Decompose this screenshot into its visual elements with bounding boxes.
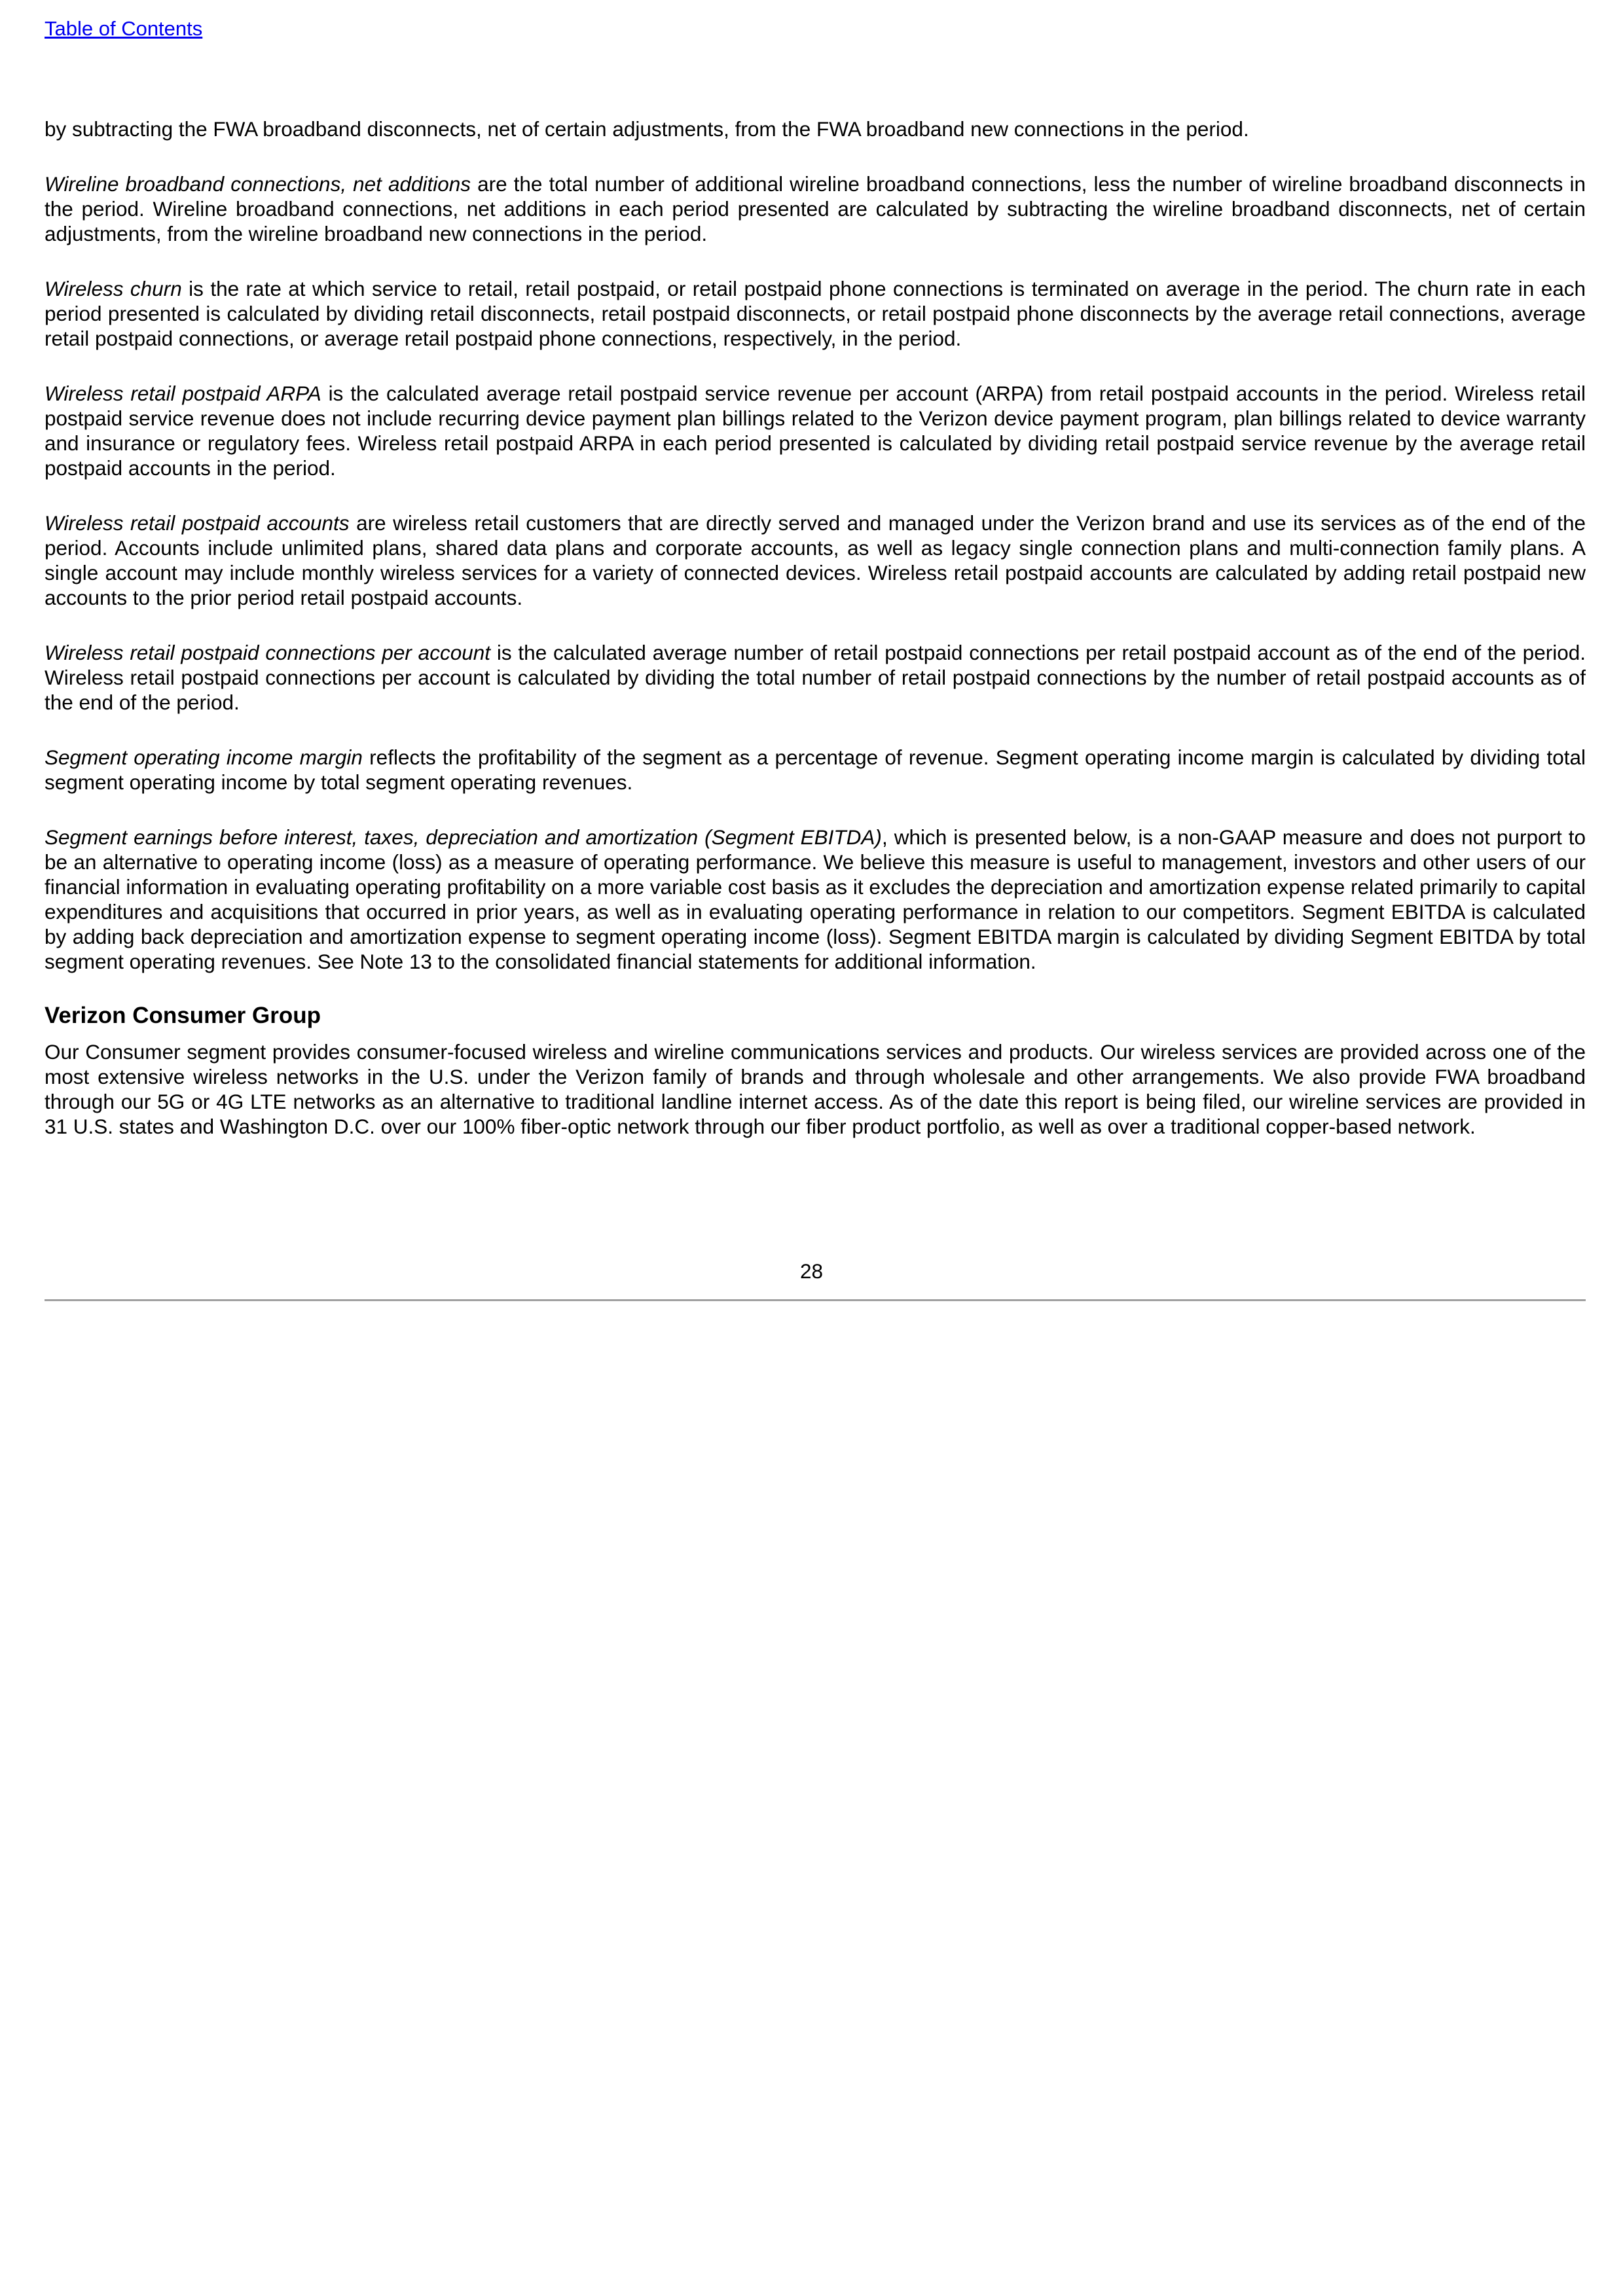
definition-wireless-retail-postpaid-accounts — [45, 511, 1586, 610]
page-number: 28 — [799, 1259, 824, 1283]
definition-term: Wireless retail postpaid ARPA — [45, 382, 321, 405]
definition-text: is the calculated average retail postpaid service revenue per account (ARPA) from retail postpaid accounts in the period. Wireless retail postpaid service revenue does not include recurring device payment plan billings related to the Verizon device payment program, plan billings related to device warranty and insurance or regulatory fees. Wireless retail postpaid ARPA in each period presented is calculated by dividing retail postpaid service revenue by the average retail postpaid accounts in the period. — [45, 382, 1586, 480]
definition-segment-operating-income-margin — [45, 745, 1586, 795]
definition-term: Wireless churn — [45, 277, 182, 300]
definition-wireline-broadband-net-additions — [45, 171, 1586, 246]
definition-text: are the total number of additional wireline broadband connections, less the number of wireline broadband disconnects in the period. Wireline broadband connections, net additions in each period presented are calculated by subtracting the wireline broadband disconnects, net of certain adjustments, from the wireline broadband new connections in the period. — [45, 172, 1586, 245]
table-of-contents-link[interactable]: Table of Contents — [45, 17, 203, 40]
definition-text: reflects the profitability of the segment as a percentage of revenue. Segment operating income margin is calculated by dividing total segment operating income by total segment operating revenues. — [45, 745, 1586, 794]
section-body: Our Consumer segment provides consumer-focused wireless and wireline communications services and products. Our wireless services are provided across one of the most extensive wireless networks in the U.S. under the Verizon family of brands and through wholesale and other arrangements. We also provide FWA broadband through our 5G or 4G LTE networks as an alternative to traditional landline internet access. As of the date this report is being filed, our wireline services are provided in 31 U.S. states and Washington D.C. over our 100% fiber-optic network through our fiber product portfolio, as well as over a traditional copper-based network. — [45, 1040, 1586, 1138]
definition-text: are wireless retail customers that are directly served and managed under the Verizon brand and use its services as of the end of the period. Accounts include unlimited plans, shared data plans and corporate accounts, as well as legacy single connection plans and multi-connection family plans. A single account may include monthly wireless services for a variety of connected devices. Wireless retail postpaid accounts are calculated by adding retail postpaid new accounts to the prior period retail postpaid accounts. — [45, 511, 1586, 609]
section-heading: Verizon Consumer Group — [45, 1003, 321, 1028]
definition-text: , which is presented below, is a non-GAAP measure and does not purport to be an alternative to operating income (loss) as a measure of operating performance. We believe this measure is useful to management, investors and other users of our financial information in evaluating operating profitability on a more variable cost basis as it excludes the depreciation and amortization expense related primarily to capital expenditures and acquisitions that occurred in prior years, as well as in evaluating operating performance in relation to our competitors. Segment EBITDA is calculated by adding back depreciation and amortization expense to segment operating income (loss). Segment EBITDA margin is calculated by dividing Segment EBITDA by total segment operating revenues. See Note 13 to the consolidated financial statements for additional information. — [45, 825, 1586, 973]
definition-segment-ebitda — [45, 825, 1586, 974]
definition-term: Wireless retail postpaid connections per account — [45, 641, 490, 664]
definition-term: Segment operating income margin — [45, 745, 363, 769]
definition-wireless-churn — [45, 276, 1586, 351]
definition-term: Wireline broadband connections, net additions — [45, 172, 471, 196]
definition-term: Wireless retail postpaid accounts — [45, 511, 350, 535]
definition-term: Segment earnings before interest, taxes, depreciation and amortization (Segment EBITDA) — [45, 825, 882, 849]
intro-paragraph: by subtracting the FWA broadband disconnects, net of certain adjustments, from the FWA broadband new connections in the period. — [45, 117, 1249, 141]
definition-wireless-retail-postpaid-arpa — [45, 381, 1586, 480]
definition-text: is the calculated average number of retail postpaid connections per retail postpaid account as of the end of the period. Wireless retail postpaid connections per account is calculated by dividing the total number of retail postpaid connections by the number of retail postpaid accounts as of the end of the period. — [45, 641, 1586, 714]
definition-connections-per-account — [45, 640, 1586, 715]
definition-text: is the rate at which service to retail, retail postpaid, or retail postpaid phone connections is terminated on average in the period. The churn rate in each period presented is calculated by dividing retail disconnects, retail postpaid disconnects, or retail postpaid phone disconnects by the average retail connections, average retail postpaid connections, or average retail postpaid phone connections, respectively, in the period. — [45, 277, 1586, 350]
page-content — [45, 117, 1586, 1139]
page-divider — [45, 1299, 1586, 1301]
